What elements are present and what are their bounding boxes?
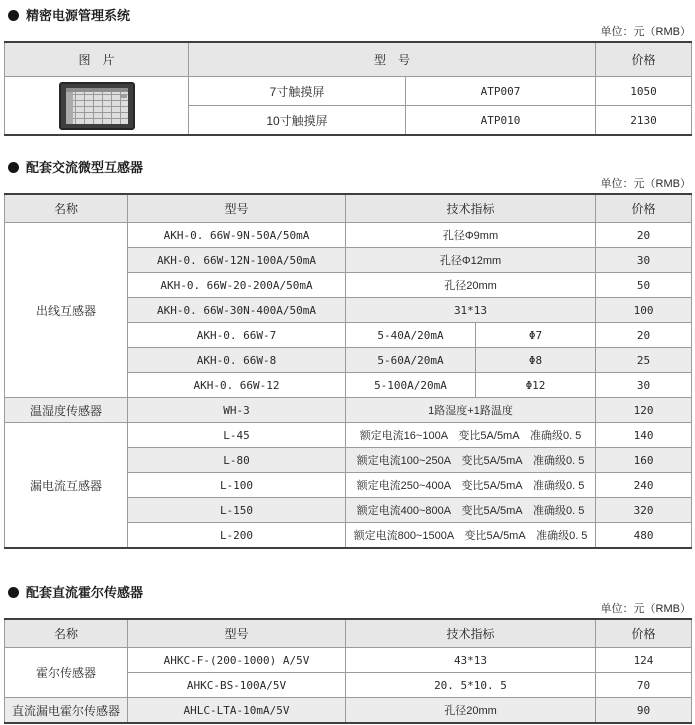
cell-name: 7寸触摸屏 [189,77,406,106]
cell-price: 20 [596,323,692,348]
ac-transformer-table [4,193,692,549]
cell-spec: 1路湿度+1路温度 [346,398,596,423]
header-spec: 技术指标 [346,194,596,223]
cell-spec-range: 5-60A/20mA [346,348,476,373]
cell-spec: 43*13 [346,648,596,673]
cell-model: AKH-0. 66W-20-200A/50mA [128,273,346,298]
table-row [5,77,692,106]
cell-spec-range: 5-40A/20mA [346,323,476,348]
cell-price: 240 [596,473,692,498]
header-name: 名称 [5,619,128,648]
cell-spec: 额定电流800~1500A 变比5A/5mA 准确级0. 5 [346,523,596,549]
screen-titlebar [66,88,128,92]
cell-spec-diameter: Φ8 [476,348,596,373]
header-name: 名称 [5,194,128,223]
cell-model: L-200 [128,523,346,549]
cell-price: 30 [596,373,692,398]
cell-spec-diameter: Φ12 [476,373,596,398]
cell-name: 温湿度传感器 [5,398,128,423]
cell-price: 20 [596,223,692,248]
cell-price: 160 [596,448,692,473]
bullet-icon [8,587,19,598]
section-title-text: 配套直流霍尔传感器 [26,585,144,600]
cell-model: AHLC-LTA-10mA/5V [128,698,346,724]
cell-price: 90 [596,698,692,724]
table-header-row [5,619,692,648]
group-name-outgoing: 出线互感器 [5,223,128,398]
cell-price: 320 [596,498,692,523]
table-row [5,648,692,673]
cell-price: 1050 [596,77,692,106]
cell-spec-range: 5-100A/20mA [346,373,476,398]
cell-price: 140 [596,423,692,448]
cell-model: WH-3 [128,398,346,423]
section-title-text: 精密电源管理系统 [26,8,131,23]
section-title-ac [8,160,695,175]
section-title-power [8,8,695,23]
section-title-dc [8,585,695,600]
cell-spec: 孔径20mm [346,273,596,298]
group-name-hall: 霍尔传感器 [5,648,128,698]
cell-price: 50 [596,273,692,298]
cell-price: 124 [596,648,692,673]
header-model: 型 号 [189,42,596,77]
header-price: 价格 [596,42,692,77]
cell-model: L-45 [128,423,346,448]
cell-price: 2130 [596,106,692,136]
touchscreen-screen-grid [66,88,128,124]
cell-spec: 孔径Φ9mm [346,223,596,248]
cell-model: ATP007 [406,77,596,106]
bullet-icon [8,10,19,21]
cell-model: ATP010 [406,106,596,136]
header-price: 价格 [596,619,692,648]
dc-hall-sensor-table [4,618,692,724]
cell-model: L-80 [128,448,346,473]
cell-model: AHKC-F-(200-1000) A/5V [128,648,346,673]
table-row [5,223,692,248]
touchscreen-product-image [59,82,135,130]
cell-model: AKH-0. 66W-12 [128,373,346,398]
cell-price: 120 [596,398,692,423]
cell-model: AKH-0. 66W-8 [128,348,346,373]
cell-model: AKH-0. 66W-7 [128,323,346,348]
cell-spec: 31*13 [346,298,596,323]
cell-model: AKH-0. 66W-12N-100A/50mA [128,248,346,273]
unit-label: 单位：元（RMB） [600,603,691,615]
cell-price: 70 [596,673,692,698]
cell-price: 25 [596,348,692,373]
product-photo-cell [5,77,189,136]
cell-spec: 额定电流250~400A 变比5A/5mA 准确级0. 5 [346,473,596,498]
cell-model: AKH-0. 66W-30N-400A/50mA [128,298,346,323]
header-spec: 技术指标 [346,619,596,648]
table-row [5,398,692,423]
table-header-row [5,42,692,77]
table-row [5,423,692,448]
cell-name: 直流漏电霍尔传感器 [5,698,128,724]
group-name-leakage: 漏电流互感器 [5,423,128,549]
cell-spec: 额定电流100~250A 变比5A/5mA 准确级0. 5 [346,448,596,473]
cell-price: 30 [596,248,692,273]
cell-spec: 孔径20mm [346,698,596,724]
cell-model: AHKC-BS-100A/5V [128,673,346,698]
cell-spec-diameter: Φ7 [476,323,596,348]
cell-price: 100 [596,298,692,323]
header-price: 价格 [596,194,692,223]
cell-spec: 额定电流400~800A 变比5A/5mA 准确级0. 5 [346,498,596,523]
cell-model: AKH-0. 66W-9N-50A/50mA [128,223,346,248]
screen-left-column [66,92,73,124]
table-row [5,698,692,724]
unit-label: 单位：元（RMB） [600,26,691,38]
cell-spec: 孔径Φ12mm [346,248,596,273]
section-title-text: 配套交流微型互感器 [26,160,144,175]
header-model: 型号 [128,194,346,223]
cell-name: 10寸触摸屏 [189,106,406,136]
cell-model: L-100 [128,473,346,498]
unit-label: 单位：元（RMB） [600,178,691,190]
bullet-icon [8,162,19,173]
cell-spec: 20. 5*10. 5 [346,673,596,698]
screen-button [121,94,127,98]
cell-price: 480 [596,523,692,549]
header-image: 图 片 [5,42,189,77]
table-header-row [5,194,692,223]
header-model: 型号 [128,619,346,648]
cell-spec: 额定电流16~100A 变比5A/5mA 准确级0. 5 [346,423,596,448]
cell-model: L-150 [128,498,346,523]
power-table [4,41,692,136]
